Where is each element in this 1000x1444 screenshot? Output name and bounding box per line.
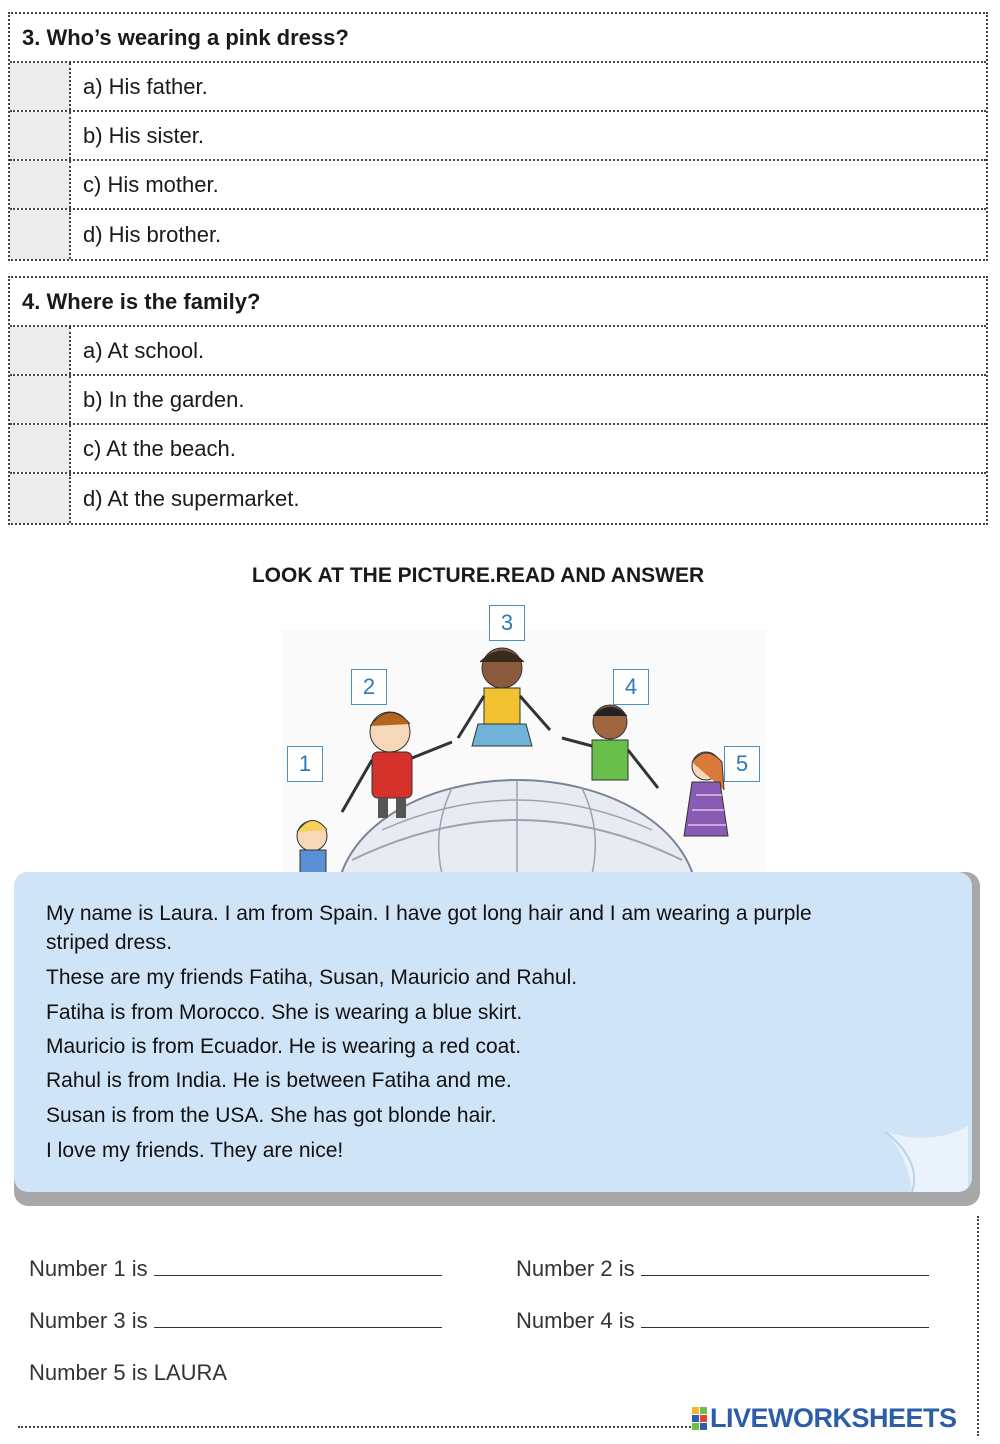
answer-blank-2[interactable]: [641, 1255, 929, 1276]
question-3-option-b-row: [10, 112, 986, 161]
option-label: a) His father.: [83, 73, 208, 99]
question-4-table: [8, 276, 988, 525]
reading-line: I love my friends. They are nice!: [46, 1139, 344, 1162]
reading-line: Mauricio is from Ecuador. He is wearing a red coat.: [46, 1035, 522, 1058]
answer-checkbox-4a[interactable]: [10, 327, 71, 374]
reading-line: Susan is from the USA. She has got blonde hair.: [46, 1104, 497, 1127]
question-4-option-b-row: [10, 376, 986, 425]
liveworksheets-logo-icon: [692, 1407, 708, 1431]
dotted-divider-horizontal: [18, 1426, 698, 1428]
option-label: c) At the beach.: [83, 435, 236, 461]
answer-label-5: Number 5 is LAURA: [29, 1360, 228, 1385]
reading-line: striped dress.: [46, 931, 173, 954]
question-3-heading: 3. Who’s wearing a pink dress?: [22, 24, 349, 50]
answer-row-3: [29, 1307, 442, 1334]
option-label: d) His brother.: [83, 221, 222, 247]
reading-passage-box: [14, 872, 980, 1206]
question-3-option-d-row: [10, 210, 986, 259]
answer-row-5: [29, 1360, 227, 1386]
answer-checkbox-3a[interactable]: [10, 63, 71, 110]
answer-blank-3[interactable]: [154, 1307, 442, 1328]
reading-passage-panel: [14, 872, 972, 1192]
page-curl-icon: [882, 1126, 972, 1192]
answer-label-4: Number 4 is: [516, 1308, 635, 1333]
picture-number-5: 5: [724, 746, 760, 782]
logo-text: LIVEWORKSHEETS: [710, 1403, 957, 1433]
dotted-divider-vertical: [977, 1216, 979, 1436]
option-label: b) In the garden.: [83, 386, 245, 412]
reading-line: These are my friends Fatiha, Susan, Mauricio and Rahul.: [46, 966, 578, 989]
answer-checkbox-3c[interactable]: [10, 161, 71, 208]
answer-label-3: Number 3 is: [29, 1308, 148, 1333]
option-label: d) At the supermarket.: [83, 485, 300, 511]
children-on-globe-illustration: [282, 600, 766, 874]
option-label: c) His mother.: [83, 171, 219, 197]
picture-number-3: 3: [489, 605, 525, 641]
question-3-option-a-row: [10, 63, 986, 112]
answer-row-2: [516, 1255, 929, 1282]
answer-checkbox-4c[interactable]: [10, 425, 71, 472]
liveworksheets-logo: [692, 1403, 957, 1434]
reading-line: Rahul is from India. He is between Fatiha and me.: [46, 1069, 512, 1092]
answer-checkbox-4d[interactable]: [10, 474, 71, 523]
answer-checkbox-4b[interactable]: [10, 376, 71, 423]
answer-row-1: [29, 1255, 442, 1282]
question-3-table: [8, 12, 988, 261]
picture-number-1: 1: [287, 746, 323, 782]
question-4-option-a-row: [10, 327, 986, 376]
question-3-heading-row: [10, 14, 986, 63]
question-4-heading: 4. Where is the family?: [22, 288, 261, 314]
answer-blank-4[interactable]: [641, 1307, 929, 1328]
question-4-option-d-row: [10, 474, 986, 523]
picture-number-4: 4: [613, 669, 649, 705]
answer-label-1: Number 1 is: [29, 1256, 148, 1281]
option-label: a) At school.: [83, 337, 205, 363]
answer-checkbox-3d[interactable]: [10, 210, 71, 259]
picture-number-2: 2: [351, 669, 387, 705]
reading-line: My name is Laura. I am from Spain. I have got long hair and I am wearing a purple: [46, 902, 812, 925]
question-4-option-c-row: [10, 425, 986, 474]
question-3-option-c-row: [10, 161, 986, 210]
answer-row-4: [516, 1307, 929, 1334]
answer-blank-1[interactable]: [154, 1255, 442, 1276]
section-title: LOOK AT THE PICTURE.READ AND ANSWER: [251, 564, 705, 587]
reading-line: Fatiha is from Morocco. She is wearing a blue skirt.: [46, 1001, 523, 1024]
answer-checkbox-3b[interactable]: [10, 112, 71, 159]
answer-label-2: Number 2 is: [516, 1256, 635, 1281]
question-4-heading-row: [10, 278, 986, 327]
option-label: b) His sister.: [83, 122, 205, 148]
